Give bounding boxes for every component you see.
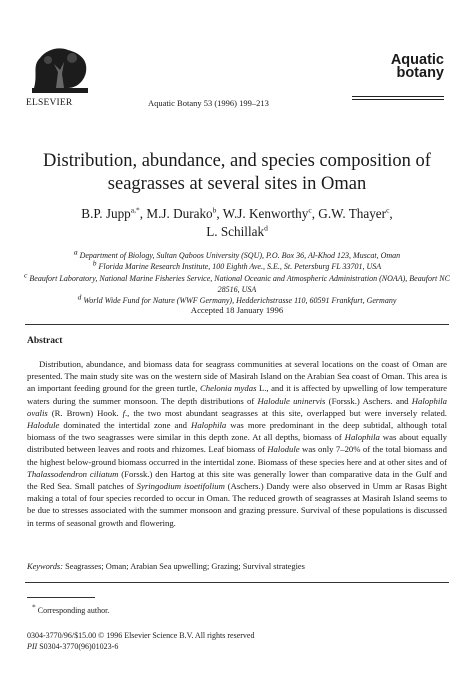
author-4-mark: c [386, 205, 390, 215]
affiliation-c-text: Beaufort Laboratory, National Marine Fisheries Service, National Oceanic and Atmospheric Administration (NOAA), Beaufort NC 28516, USA [29, 273, 450, 294]
author-2: , M.J. Durako [139, 206, 213, 221]
species-name: Thalassodendron ciliatum [27, 468, 119, 479]
article-title [0, 150, 474, 196]
title-line-2: seagrasses at several sites in Oman [107, 174, 367, 194]
affiliation-b-mark: b [92, 258, 97, 268]
species-name: Halophila [191, 420, 227, 431]
abstract-text: L., and it is affected by upwelling of low temperature waters during the summer monsoon. The depth distributions of [27, 383, 447, 406]
author-list [0, 205, 474, 241]
abstract-text: ., the two most abundant seagrasses at this site, overlapped but were inversely related. [125, 407, 447, 418]
author-1: B.P. Jupp [81, 206, 131, 221]
journal-reference: Aquatic Botany 53 (1996) 199–213 [148, 98, 269, 108]
abstract-text: (Forssk.) Aschers. and [325, 395, 412, 406]
species-name: Halodule [267, 444, 300, 455]
abstract-text: (Aschers.) Dandy were also observed in Umm ar Rasas Bight making a total of four species recorded to occur in Oman. The reduced growth of seagrasses at Masirah Island seems to be due to stresses associated with the summer monsoon and grazing pressure. Survival of these populations is discussed in terms of seasonal growth and flowering. [27, 481, 447, 528]
author-1-mark: a,* [130, 205, 140, 215]
affiliation-d-mark: d [77, 292, 82, 302]
species-name: Chelonia mydas [199, 383, 257, 394]
copyright [27, 630, 254, 652]
divider-bottom [25, 582, 449, 583]
author-5: L. Schillak [206, 224, 265, 239]
footnote-rule [27, 597, 95, 598]
affiliation-c-mark: c [24, 269, 28, 279]
author-5-mark: d [264, 223, 268, 233]
footnote [32, 602, 110, 615]
brand-rule [352, 96, 444, 102]
footnote-mark: * [32, 602, 36, 612]
author-3-mark: c [308, 205, 312, 215]
pii-value: S0304-3770(96)01023-6 [37, 642, 119, 651]
elsevier-tree-logo-icon [28, 44, 92, 96]
copyright-line: 0304-3770/96/$15.00 © 1996 Elsevier Science B.V. All rights reserved [27, 631, 255, 640]
author-sep: , [389, 206, 393, 221]
affiliation-b-text: Florida Marine Research Institute, 100 Eighth Ave., S.E., St. Petersburg FL 33701, USA [98, 262, 382, 272]
journal-brand [391, 54, 444, 80]
abstract-text: was about equally distributed between leaves and roots and rhizomes. Leaf biomass of [27, 432, 448, 455]
keywords-text: Seagrasses; Oman; Arabian Sea upwelling; Grazing; Survival strategies [62, 562, 305, 571]
abstract-body [27, 358, 447, 529]
author-2-mark: b [212, 205, 217, 215]
affiliation-b [20, 258, 454, 272]
affiliations [20, 247, 454, 306]
species-name: Halodule [27, 420, 60, 431]
species-name: Halophila ovalis [27, 395, 447, 418]
pii-line [27, 641, 254, 652]
abstract-text: (R. Brown) Hook. [47, 407, 123, 418]
affiliation-c [20, 269, 454, 296]
title-line-1: Distribution, abundance, and species composition of [43, 151, 431, 171]
publisher-name: ELSEVIER [26, 98, 73, 108]
species-name: Halodule uninervis [257, 395, 326, 406]
author-4: , G.W. Thayer [311, 206, 387, 221]
affiliation-a [20, 247, 454, 261]
affiliation-a-text: Department of Biology, Sultan Qaboos University (SQU), P.O. Box 36, Al-Khod 123, Muscat, Oman [79, 251, 401, 260]
divider-top [25, 324, 449, 325]
accepted-date: Accepted 18 January 1996 [190, 305, 284, 315]
abstract-text: (Forssk.) den Hartog at this site was generally lower than comparative data in the Gulf and the Red Sea. Small patches of [27, 468, 447, 492]
species-name: f [122, 407, 125, 418]
brand-line-2: botany [396, 65, 444, 81]
affiliation-d-text: World Wide Fund for Nature (WWF Germany), Hedderichstrasse 110, 60591 Frankfurt, Germany [83, 296, 397, 306]
keywords-label: Keywords: [27, 562, 63, 571]
brand-line-1: Aquatic [390, 52, 444, 68]
species-name: Halophila [344, 432, 380, 443]
abstract-text: Distribution, abundance, and biomass data for seagrass communities at several locations on the coast of Oman are presented. The main study site was on the western side of Masirah Island on the Arabian Sea coast of Oman. This area is an important feeding ground for the green turtle, [27, 359, 447, 394]
abstract-text: was only 7–20% of the total biomass and the highest below-ground biomass occurred in the intertidal zone. Biomass of these species here and at other sites and of [27, 444, 447, 467]
abstract-text: dominated the intertidal zone and [59, 420, 192, 431]
pii-label: PII [27, 642, 38, 651]
keywords [27, 562, 447, 571]
author-3: , W.J. Kenworthy [216, 206, 309, 221]
abstract-text: was more predominant in the deep subtidal, although total biomass of the two seagrasses were similar in this depth zone. At all depths, biomass of [27, 420, 447, 443]
footnote-text: Corresponding author. [35, 606, 110, 615]
abstract-heading: Abstract [27, 336, 63, 346]
species-name: Syringodium isoetifolium [136, 481, 225, 492]
affiliation-a-mark: a [73, 247, 78, 257]
